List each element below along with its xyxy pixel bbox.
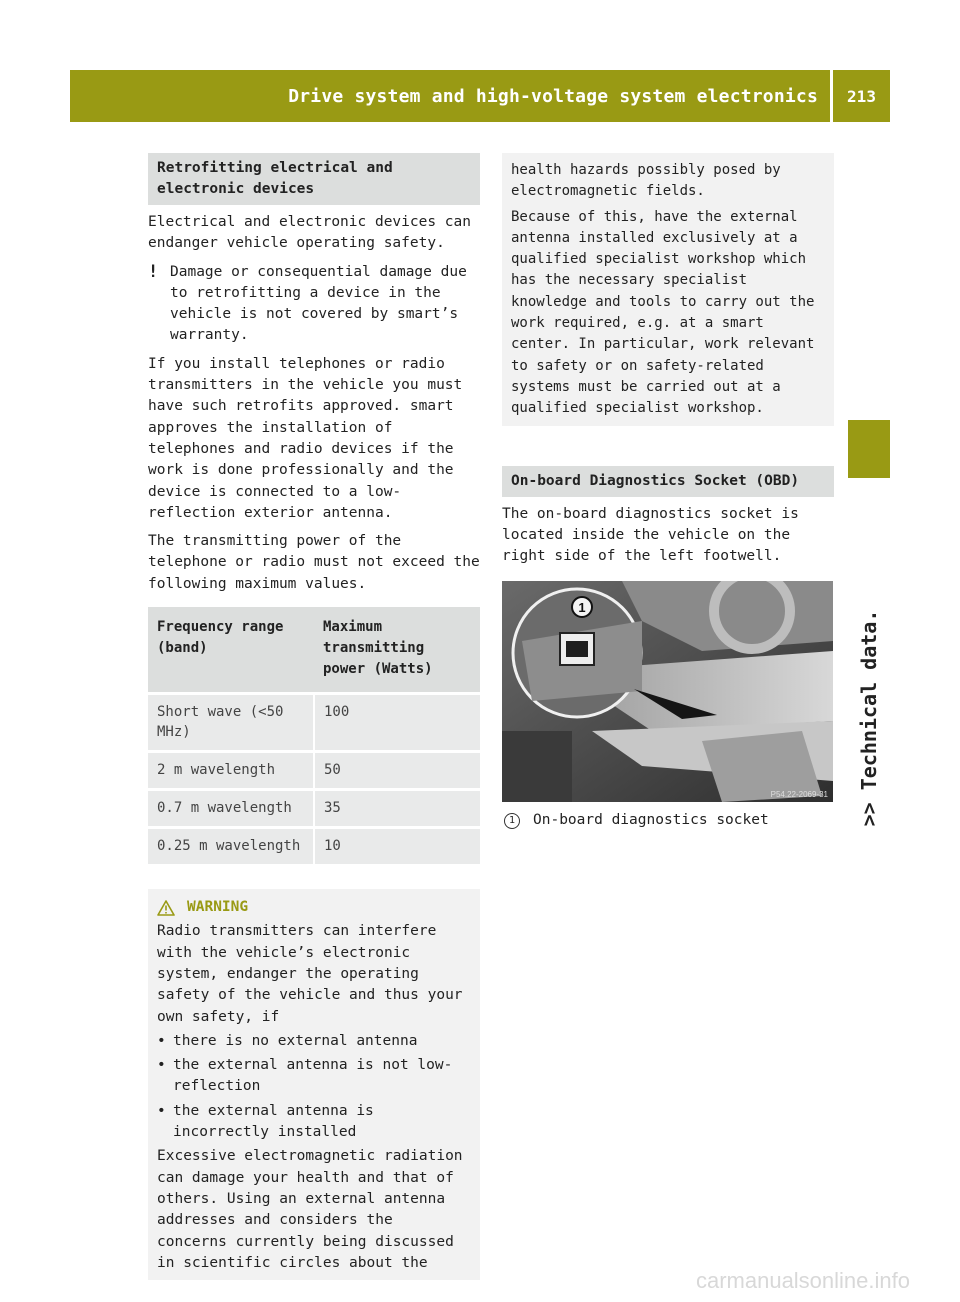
warning-title: WARNING: [187, 899, 249, 916]
table-cell: 100: [314, 694, 480, 752]
table-row: [148, 790, 480, 828]
caption-text: On-board diagnostics socket: [533, 812, 769, 829]
right-column: [502, 153, 834, 832]
warning-box: [148, 889, 480, 1280]
page-number-box: [833, 70, 890, 122]
list-item: • the external antenna is not low-reflection: [157, 1055, 471, 1098]
photo-caption: [502, 810, 834, 831]
continuation-text: Because of this, have the external antenna installed exclusively at a qualified specialist workshop which has the necessary specialist knowledge and tools to carry out the work required, e.g. at a smart center. In particular, work relevant to safety or on safety-related systems must be carried out at a qualified specialist workshop.: [511, 208, 815, 417]
obd-paragraph: The on-board diagnostics socket is located inside the vehicle on the right side of the left footwell.: [502, 505, 799, 565]
header-title: Drive system and high-voltage system electronics: [288, 85, 818, 107]
watermark: carmanualsonline.info: [695, 1268, 910, 1293]
left-column: [148, 153, 480, 1280]
table-cell: 35: [314, 790, 480, 828]
power-table: [148, 607, 480, 867]
table-header-row: [148, 607, 480, 694]
table-cell: 50: [314, 752, 480, 790]
list-item: • the external antenna is incorrectly installed: [157, 1101, 471, 1144]
table-header-cell: Frequency range (band): [148, 607, 314, 694]
section-title-obd: On-board Diagnostics Socket (OBD): [502, 466, 834, 497]
side-section-label: >> Technical data.: [857, 609, 881, 827]
intro-paragraph: Electrical and electronic devices can endanger vehicle operating safety.: [148, 214, 472, 252]
photo-callout-number: 1: [578, 600, 586, 616]
table-row: [148, 828, 480, 866]
obd-socket-photo: [502, 581, 833, 802]
section-title-retrofitting: Retrofitting electrical and electronic devices: [148, 153, 480, 205]
callout-number-icon: 1: [504, 813, 520, 829]
table-cell: Short wave (<50 MHz): [148, 694, 314, 752]
warning-triangle-icon: [157, 900, 175, 916]
table-row: [148, 694, 480, 752]
table-cell: 10: [314, 828, 480, 866]
table-row: [148, 752, 480, 790]
warning-text: Radio transmitters can interfere with the vehicle’s electronic system, endanger the operating safety of the vehicle and thus your own safety, if: [157, 923, 463, 1025]
continuation-text: health hazards possibly posed by electromagnetic fields.: [511, 162, 781, 200]
list-item: • there is no external antenna: [157, 1031, 471, 1052]
warning-bullet-list: [157, 1031, 471, 1143]
table-cell: 0.25 m wavelength: [148, 828, 314, 866]
table-cell: 0.7 m wavelength: [148, 790, 314, 828]
warning-continuation-box: [502, 153, 834, 426]
page-number: 213: [847, 86, 876, 106]
warning-text-continued: Excessive electromagnetic radiation can damage your health and that of others. Using an external antenna addresses and considers the concerns currently being discussed in scientific circles about the: [157, 1148, 463, 1271]
notice: [148, 262, 480, 347]
header-bar: [70, 70, 830, 122]
table-header-cell: Maximum transmitting power (Watts): [314, 607, 480, 694]
photo-code: P54.22-2069-31: [770, 790, 828, 800]
side-tab-marker: [848, 420, 890, 478]
notice-text: Damage or consequential damage due to retrofitting a device in the vehicle is not covered by smart’s warranty.: [170, 263, 467, 344]
warning-heading: [157, 897, 471, 918]
table-cell: 2 m wavelength: [148, 752, 314, 790]
power-paragraph: The transmitting power of the telephone or radio must not exceed the following maximum values.: [148, 533, 480, 592]
footwell-photo-illustration: [502, 581, 833, 802]
exclamation-icon: !: [148, 261, 159, 282]
retrofit-paragraph: If you install telephones or radio transmitters in the vehicle you must have such retrofits approved. smart approves the installation of telephones and radio devices if the work is done professionally and the device is connected to a low-reflection exterior antenna.: [148, 355, 463, 521]
